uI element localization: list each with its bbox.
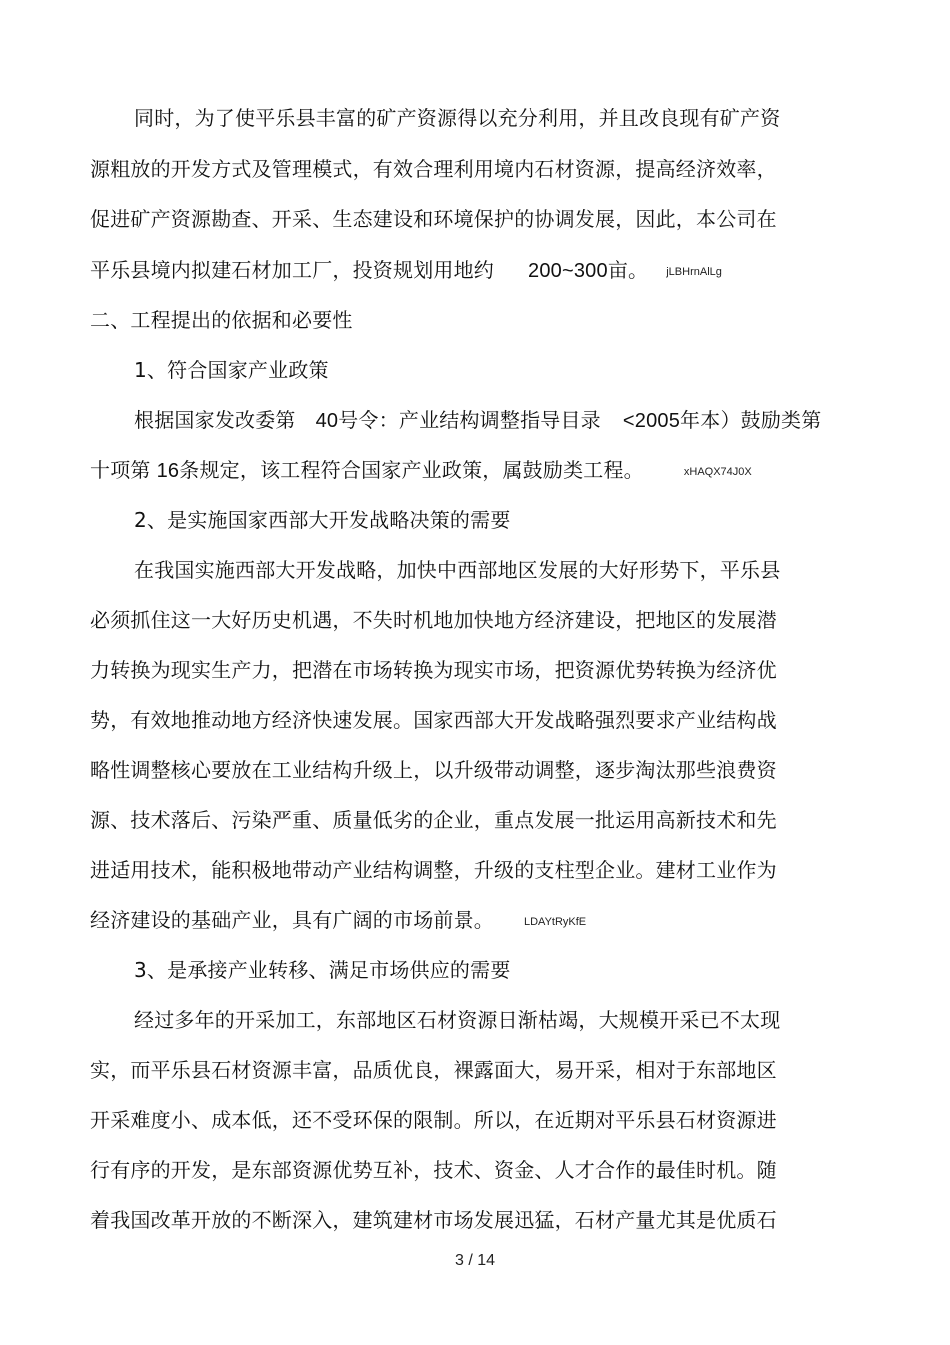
subsection-heading: 2、是实施国家西部大开发战略决策的需要 [134,508,511,532]
paragraph-line [90,907,586,935]
paragraph-text: 十项第 [90,458,151,482]
paragraph-line: 在我国实施西部大开发战略，加快中西部地区发展的大好形势下，平乐县 [134,558,781,582]
subsection-heading: 1、符合国家产业政策 [134,358,329,382]
paragraph-line: 同时，为了使平乐县丰富的矿产资源得以充分利用，并且改良现有矿产资 [134,106,781,130]
paragraph-text: 平乐县境内拟建石材加工厂，投资规划用地约 [90,258,494,282]
paragraph-line [90,457,752,485]
paragraph-line: 经过多年的开采加工，东部地区石材资源日渐枯竭，大规模开采已不太现 [134,1008,781,1032]
subsection-heading: 3、是承接产业转移、满足市场供应的需要 [134,958,511,982]
paragraph-line: 着我国改革开放的不断深入，建筑建材市场发展迅猛，石材产量尤其是优质石 [90,1208,777,1232]
paragraph-line: 源粗放的开发方式及管理模式，有效合理利用境内石材资源，提高经济效率， [90,157,777,181]
paragraph-text: 条规定，该工程符合国家产业政策，属鼓励类工程。 [179,458,644,482]
paragraph-line: 实，而平乐县石材资源丰富，品质优良，裸露面大，易开采，相对于东部地区 [90,1058,777,1082]
paragraph-line [134,407,821,434]
page-number: 3 / 14 [454,1252,496,1269]
paragraph-line: 略性调整核心要放在工业结构升级上，以升级带动调整，逐步淘汰那些浪费资 [90,758,777,782]
paragraph-text: 号令：产业结构调整指导目录 [338,408,601,432]
paragraph-text: 根据国家发改委第 [134,408,296,432]
paragraph-line: 势，有效地推动地方经济快速发展。国家西部大开发战略强烈要求产业结构战 [90,708,777,732]
paragraph-line: 进适用技术，能积极地带动产业结构调整，升级的支柱型企业。建材工业作为 [90,858,777,882]
paragraph-line: 源、技术落后、污染严重、质量低劣的企业，重点发展一批运用高新技术和先 [90,808,777,832]
watermark-code: xHAQX74J0X [683,465,752,478]
land-area-value: 200~300 [528,260,608,282]
paragraph-line: 促进矿产资源勘查、开采、生态建设和环境保护的协调发展，因此，本公司在 [90,207,777,231]
article-number: 16 [156,460,180,482]
catalog-year: <2005 [622,410,681,432]
section-heading: 二、工程提出的依据和必要性 [90,308,353,332]
paragraph-text: 亩。 [607,258,649,282]
paragraph-text: 经济建设的基础产业，具有广阔的市场前景。 [90,908,494,932]
watermark-code: jLBHrnAlLg [666,265,722,278]
order-number: 40 [315,410,339,432]
paragraph-line [90,257,722,285]
paragraph-line: 必须抓住这一大好历史机遇，不失时机地加快地方经济建设，把地区的发展潜 [90,608,777,632]
paragraph-line: 开采难度小、成本低，还不受环保的限制。所以，在近期对平乐县石材资源进 [90,1108,777,1132]
paragraph-line: 力转换为现实生产力，把潜在市场转换为现实市场，把资源优势转换为经济优 [90,658,777,682]
paragraph-text: 年本）鼓励类第 [680,408,822,432]
watermark-code: LDAYtRyKfE [524,915,587,928]
paragraph-line: 行有序的开发，是东部资源优势互补，技术、资金、人才合作的最佳时机。随 [90,1158,777,1182]
